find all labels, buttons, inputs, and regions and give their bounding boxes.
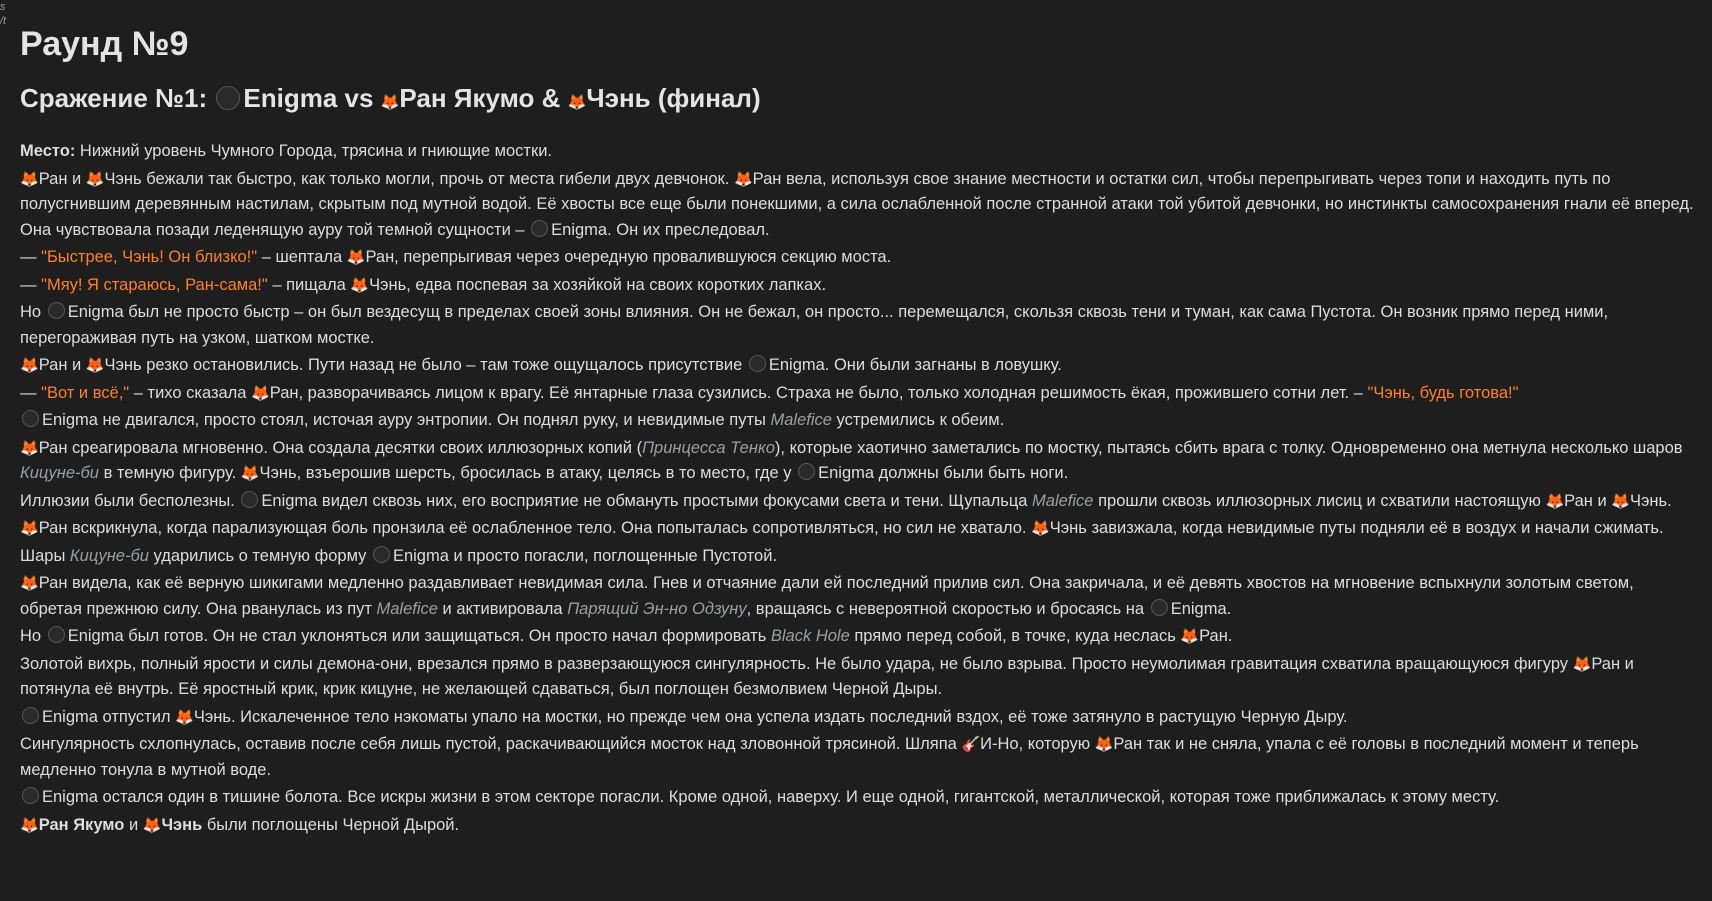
paragraph [20,167,1700,244]
fox-icon: 🦊 [142,816,162,834]
dark-orb-icon [749,355,766,372]
text-run: Ран и [1564,491,1612,510]
paragraph [20,813,1700,839]
paragraph [20,436,1700,487]
text-run: Чэнь завизжала, когда невидимые путы подняли её в воздух и начали сжимать. [1049,519,1664,537]
text-run: — [20,248,42,266]
text-run: — [20,383,42,402]
text-run: Ран видела, как её верную шикигами медленно раздавливает невидимая сила. Гнев и отчаяние дали ей последний прилив сил. Она закричала, и её девять хвостов на мгновение вспыхнули золотым светом, обретая прежнюю силу. Она рванулась из пут [20,574,1634,618]
ability-name: Кицуне-би [69,546,149,565]
text-run: Ран. [1199,627,1233,645]
text-run: Ран и [38,356,86,374]
text-run: Enigma. Он их преследовал. [551,220,770,239]
text-run: Enigma и просто погасли, поглощенные Пустотой. [392,546,778,565]
text-run: – тихо сказала [129,383,252,402]
battle-suffix: (финал) [657,83,761,113]
dark-orb-icon [48,626,65,643]
text-run: Enigma был не просто быстр – он был вездесущ в пределах своей зоны влияния. Он не бежал, он просто... перемещался, скользя сквозь тени и туман, как сама Пустота. Он возник прямо перед ними, перегораживая путь на узком, шатком мостке. [20,303,1609,347]
text-run: Золотой вихрь, полный ярости и силы демона-они, врезался прямо в разверзающуюся сингулярность. Не было удара, не было взрыва. Просто неумолимая гравитация схватила вращающуюся фигуру [20,654,1573,673]
fox-icon: 🦊 [380,94,400,111]
text-run: Ран, перепрыгивая через очередную провалившуюся секцию моста. [365,248,892,266]
text-run: ударились о темную форму [148,546,371,565]
dark-orb-icon [22,707,39,724]
text-run: Шары [20,546,70,565]
fox-icon: 🦊 [1545,492,1565,510]
text-run: Сингулярность схлопнулась, оставив после себя лишь пустой, раскачивающийся мосток над зловонной трясиной. Шляпа [20,735,962,753]
clipped-corner-text [0,0,6,28]
vs-label: vs [344,83,374,113]
text-run: Чэнь резко остановились. Пути назад не было – там тоже ощущалось присутствие [104,356,747,374]
text-run: Enigma не двигался, просто стоял, источая ауру энтропии. Он поднял руку, и невидимые путы [42,411,771,429]
page-title: Раунд №9 [20,25,189,63]
text-run: Ран, разворачиваясь лицом к врагу. Её янтарные глаза сузились. Страха не было, только холодная решимость ёкая, прожившего сотни лет. – [269,383,1368,402]
bold-text: Ран Якумо [38,815,125,834]
corner-line-1: s [0,1,6,13]
text-run: и активировала [437,599,568,618]
ability-name: Кицуне-би [20,464,99,482]
fox-icon: 🦊 [346,249,366,266]
fox-icon: 🦊 [20,816,39,834]
corner-line-2: /t [0,15,7,27]
dark-orb-icon [22,410,39,427]
text-run: были поглощены Черной Дырой. [202,815,460,834]
paragraph [20,705,1700,731]
fox-icon: 🦊 [175,708,194,726]
dialogue-quote: "Вот и всё," [41,383,130,402]
battle-prefix: Сражение №1: [20,83,208,113]
paragraph [20,785,1700,811]
fox-icon: 🦊 [567,94,587,111]
fox-icon: 🦊 [350,276,370,294]
fox-icon: 🦊 [20,439,39,457]
paragraph [20,300,1700,351]
ability-name: Парящий Эн-но Одзуну [567,599,747,618]
battle-heading [20,80,1700,121]
bold-text: Место: [20,142,76,160]
text-run: и [124,815,143,834]
fighter-ran: Ран Якумо [399,83,535,113]
text-run: Чэнь, едва поспевая за хозяйкой на своих коротких лапках. [369,275,827,294]
fox-icon: 🦊 [20,170,39,188]
text-run: Чэнь бежали так быстро, как только могли, прочь от места гибели двух девчонок. [104,169,734,188]
text-run: — [20,275,42,294]
fox-icon: 🦊 [733,170,753,188]
bold-text: Чэнь [161,815,203,834]
text-run: Иллюзии были бесполезны. [20,491,240,510]
text-run: Нижний уровень Чумного Города, трясина и гниющие мостки. [75,142,553,160]
paragraph [20,408,1700,434]
fox-icon: 🦊 [85,170,105,188]
dialogue-quote: "Мяу! Я стараюсь, Ран-сама!" [41,275,268,294]
ability-name: Malefice [376,599,438,618]
text-run: Enigma отпустил [42,707,176,726]
ability-name: Black Hole [770,627,850,645]
paragraph [20,624,1700,650]
fox-icon: 🦊 [1094,736,1114,753]
dialogue-quote: "Чэнь, будь готова!" [1367,383,1519,402]
paragraph [20,652,1700,703]
text-run: прямо перед собой, в точке, куда неслась [849,627,1181,645]
and-label: & [541,83,561,113]
text-run: Enigma. [1170,599,1232,618]
text-run: Enigma видел сквозь них, его восприятие не обмануть простыми фокусами света и тени. Щупальца [261,491,1033,510]
text-run: Ран вела, используя свое знание местности и остатки сил, чтобы перепрыгивать через топи и находить путь по полусгнившим деревянным настилам, скрытым под мутной водой. Её хвосты все еще были понекшими, а сила ослабленной после странной атаки той убитой девчонки, но инстинкты самосохранения гнали её вперед. Она чувствовала позади леденящую ауру той темной сущности – [20,169,1694,239]
text-run: Ран и [38,169,86,188]
fox-icon: 🦊 [240,465,260,482]
paragraph [20,544,1700,570]
fighter-chen: Чэнь [586,83,651,113]
paragraph [20,489,1700,515]
text-run: , вращаясь с невероятной скоростью и бросаясь на [746,599,1149,618]
dark-orb-icon [22,787,39,804]
dark-orb-icon [216,86,240,110]
dialogue-quote: "Быстрее, Чэнь! Он близко!" [41,248,258,266]
text-run: Чэнь. [1629,491,1672,510]
text-run: – шептала [257,248,347,266]
text-run: Ран среагировала мгновенно. Она создала десятки своих иллюзорных копий ( [38,438,643,457]
paragraph [20,516,1700,542]
fox-icon: 🦊 [20,520,39,537]
text-run: прошли сквозь иллюзорных лисиц и схватили настоящую [1093,491,1546,510]
text-run: Enigma. Они были загнаны в ловушку. [768,356,1062,374]
text-run: Enigma был готов. Он не стал уклоняться или защищаться. Он просто начал формировать [67,627,771,645]
paragraph [20,732,1700,783]
dark-orb-icon [1151,599,1168,616]
dark-orb-icon [798,463,815,480]
fox-icon: 🦊 [20,575,39,592]
text-run: Ран и потянула её внутрь. Её яростный крик, крик кицуне, не желающей сдаваться, был поглощен безмолвием Черной Дыры. [20,654,1634,698]
fox-icon: 🦊 [85,357,105,374]
text-run: Чэнь, взъерошив шерсть, бросилась в атаку, целясь в то место, где у [259,464,797,482]
ability-name: Malefice [770,411,832,429]
text-run: Но [20,303,46,321]
dark-orb-icon [241,491,258,508]
paragraph [20,139,1700,165]
fox-icon: 🦊 [251,384,270,402]
paragraph [20,273,1700,299]
paragraph [20,571,1700,622]
paragraph [20,245,1700,271]
text-run: Чэнь. Искалеченное тело нэкоматы упало на мостки, но прежде чем она успела издать последний вздох, её тоже затянуло в растущую Черную Дыру. [193,707,1348,726]
ability-name: Malefice [1032,491,1094,510]
text-run: в темную фигуру. [98,464,241,482]
fox-icon: 🦊 [1180,628,1200,645]
fox-icon: 🦊 [1031,520,1050,537]
fighter-enigma: Enigma [243,83,338,113]
ability-name: Принцесса Тенко [642,438,775,457]
text-run: устремились к обеим. [831,411,1005,429]
dark-orb-icon [373,546,390,563]
document-body [20,20,1700,840]
paragraph [20,353,1700,379]
text-run: Enigma остался один в тишине болота. Все искры жизни в этом секторе погасли. Кроме одной, наверху. И еще одной, гигантской, металлической, которая тоже приближалась к этому месту. [42,788,1500,806]
text-run: Enigma должны были быть ноги. [818,464,1069,482]
dark-orb-icon [531,220,548,237]
fox-icon: 🦊 [1572,655,1592,673]
guitar-icon: 🎸 [961,736,981,753]
text-run: И-Но, которую [980,735,1095,753]
text-run: Но [20,627,46,645]
text-run: Ран так и не сняла, упала с её головы в последний момент и теперь медленно тонула в мутной воде. [20,735,1639,779]
dark-orb-icon [48,302,65,319]
text-run: Ран вскрикнула, когда парализующая боль пронзила её ослабленное тело. Она попыталась сопротивляться, но сил не хватало. [38,519,1032,537]
fox-icon: 🦊 [20,357,39,374]
text-run: ), которые хаотично заметались по мостку, пытаясь сбить врага с толку. Одновременно она метнула несколько шаров [774,438,1683,457]
fox-icon: 🦊 [1611,492,1630,510]
story-text [20,139,1700,838]
text-run: – пищала [267,275,351,294]
paragraph [20,381,1700,407]
